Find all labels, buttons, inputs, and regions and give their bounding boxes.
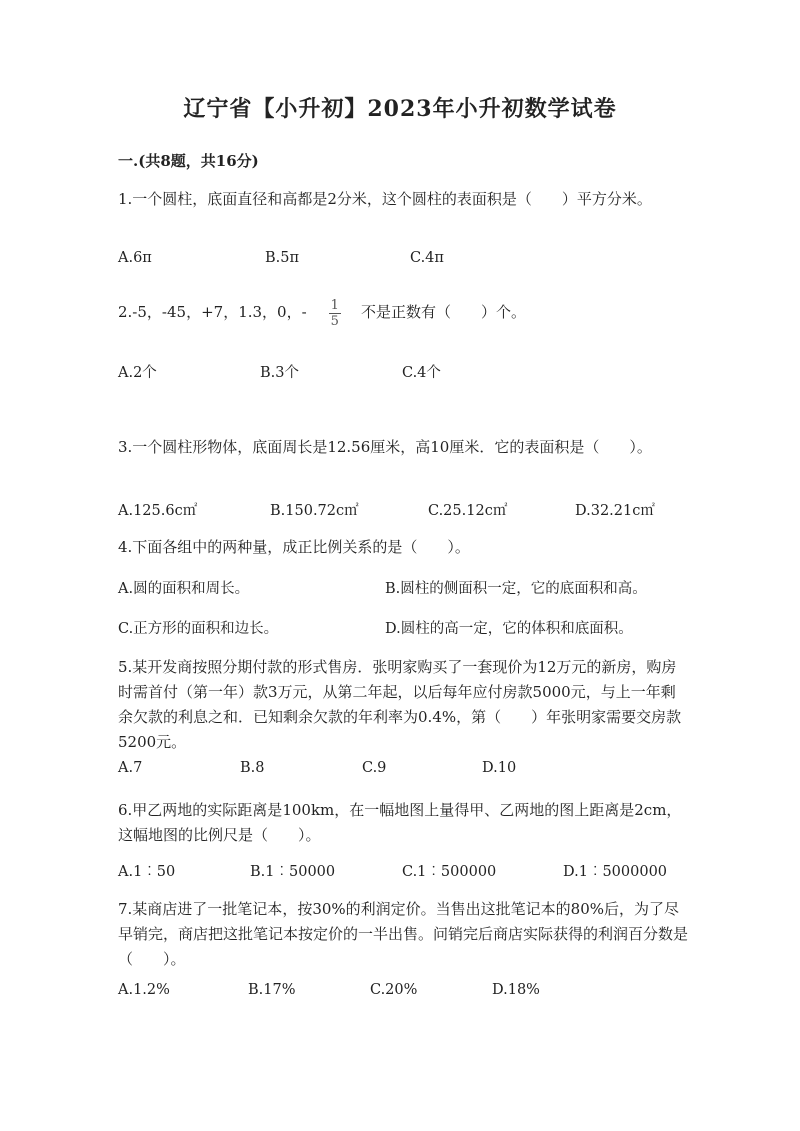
q4-option-d: D.圆柱的高一定，它的体积和底面积。 — [385, 621, 633, 637]
question-2-text — [118, 296, 688, 329]
q4-option-a: A.圆的面积和周长。 — [118, 581, 250, 597]
q1-option-b: B.5π — [265, 250, 300, 266]
q5-option-c: C.9 — [362, 760, 387, 776]
q5-option-b: B.8 — [240, 760, 265, 776]
question-1-text: 1.一个圆柱，底面直径和高都是2分米，这个圆柱的表面积是（ ）平方分米。 — [118, 190, 652, 208]
q4-option-b: B.圆柱的侧面积一定，它的底面积和高。 — [385, 581, 647, 597]
question-6-text: 6.甲乙两地的实际距离是100km，在一幅地图上量得甲、乙两地的图上距离是2cm，这幅地图的比例尺是（ ）。 — [118, 801, 682, 844]
q7-option-d: D.18% — [492, 982, 540, 998]
q6-option-d: D.1︰5000000 — [563, 864, 668, 880]
section-heading: 一.(共8题，共16分) — [118, 152, 259, 170]
q2-fraction — [329, 298, 341, 329]
q4-option-c: C.正方形的面积和边长。 — [118, 621, 279, 637]
q2-option-b: B.3个 — [260, 365, 299, 381]
q2-prefix: 2.-5，-45，+7，1.3，0，- — [118, 303, 307, 321]
q2-fraction-denominator: 5 — [330, 313, 339, 329]
q2-suffix: 不是正数有（ ）个。 — [360, 303, 526, 321]
question-7-text: 7.某商店进了一批笔记本，按30%的利润定价。当售出这批笔记本的80%后，为了尽早销完，商店把这批笔记本按定价的一半出售。问销完后商店实际获得的利润百分数是（ ）。 — [118, 900, 689, 968]
question-5-text: 5.某开发商按照分期付款的形式售房．张明家购买了一套现价为12万元的新房，购房时需首付（第一年）款3万元，从第二年起，以后每年应付房款5000元，与上一年剩余欠款的利息之和．已知剩余欠款的年利率为0.4%，第（ ）年张明家需要交房款5200元。 — [118, 658, 682, 751]
q7-option-c: C.20% — [370, 982, 418, 998]
q3-option-c: C.25.12c㎡ — [428, 503, 508, 519]
page-title: 辽宁省【小升初】2023年小升初数学试卷 — [183, 96, 617, 122]
q6-option-b: B.1︰50000 — [250, 864, 336, 880]
q2-option-a: A.2个 — [118, 365, 157, 381]
question-4-text: 4.下面各组中的两种量，成正比例关系的是（ ）。 — [118, 538, 470, 556]
q7-option-a: A.1.2% — [118, 982, 170, 998]
q5-option-d: D.10 — [482, 760, 517, 776]
q3-option-d: D.32.21c㎡ — [575, 503, 655, 519]
q1-option-a: A.6π — [118, 250, 152, 266]
q6-option-a: A.1︰50 — [118, 864, 176, 880]
q3-option-b: B.150.72c㎡ — [270, 503, 359, 519]
q3-option-a: A.125.6c㎡ — [118, 503, 198, 519]
q7-option-b: B.17% — [248, 982, 296, 998]
q6-option-c: C.1︰500000 — [402, 864, 497, 880]
q5-option-a: A.7 — [118, 760, 143, 776]
q2-option-c: C.4个 — [402, 365, 441, 381]
q1-option-c: C.4π — [410, 250, 444, 266]
question-3-text: 3.一个圆柱形物体，底面周长是12.56厘米，高10厘米．它的表面积是（ ）。 — [118, 438, 652, 456]
q2-fraction-numerator: 1 — [330, 297, 339, 313]
